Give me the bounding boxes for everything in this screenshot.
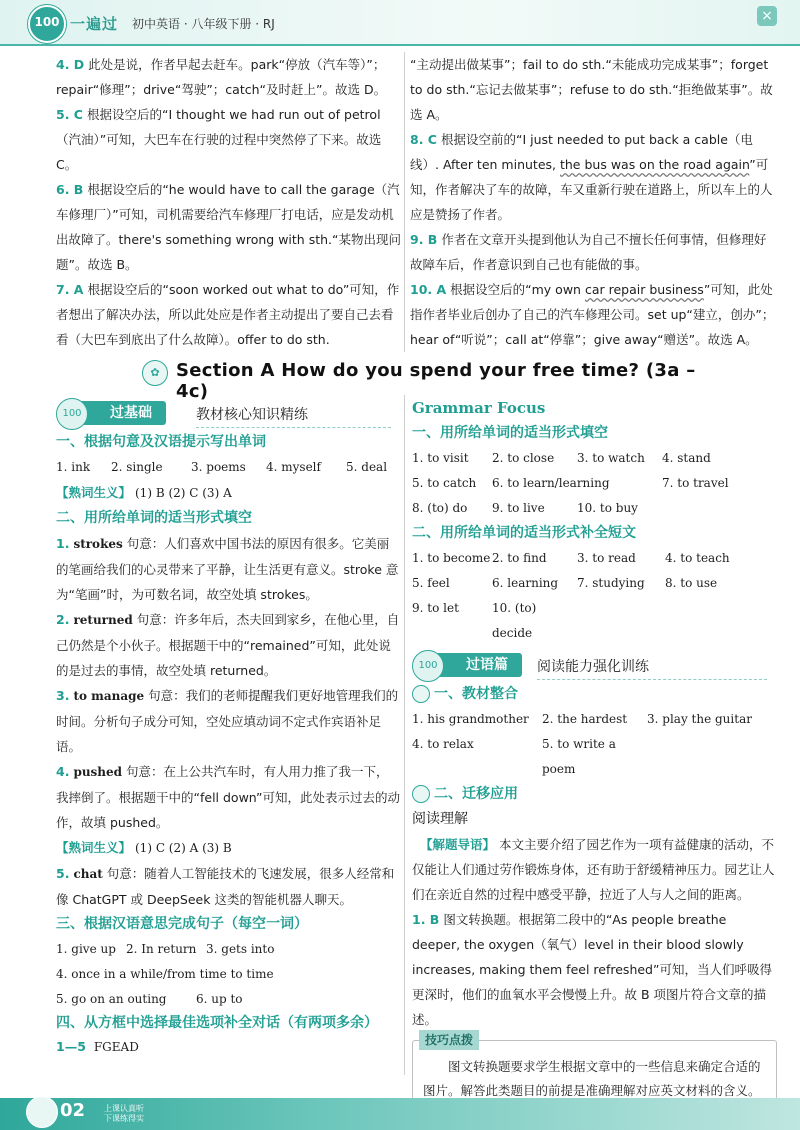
footer-note: 上课认真听 下课练得实 xyxy=(104,1104,144,1123)
answer-cell: 2. to find xyxy=(492,551,547,565)
answer-cell: 4. stand xyxy=(662,451,711,465)
item-number: 4. D xyxy=(56,57,85,72)
item-text: 根据设空后的“I thought we had run out of petrol（汽油）”可知，大巴车在行驶的过程中突然停了下来。故选 C。 xyxy=(56,107,382,172)
grammar-focus-title: Grammar Focus xyxy=(412,399,546,417)
item-explanation: 句意：人们喜欢中国书法的原因有很多。它美丽的笔画给我们的心灵带来了平静，让生活更有意义。stroke 意为“笔画”时，为可数名词，故空处填 strokes。 xyxy=(56,536,399,602)
answer-word: chat xyxy=(73,867,103,881)
answer-row xyxy=(56,937,401,962)
header-rule xyxy=(0,44,800,46)
explanation-item xyxy=(56,52,401,102)
answer-cell: 3. to watch xyxy=(577,451,645,465)
answer-word: pushed xyxy=(73,765,123,779)
column-divider xyxy=(404,52,405,352)
answer-cell: 3. gets into xyxy=(206,942,275,956)
answer-word: returned xyxy=(73,613,133,627)
answer-text: FGEAD xyxy=(93,1040,139,1054)
item-explanation: 句意：我们的老师提醒我们更好地管理我们的时间。分析句子成分可知，空处应填动词不定式作宾语补足语。 xyxy=(56,688,399,754)
answer-cell: 1. ink xyxy=(56,460,91,474)
brand-title: 一遍过 xyxy=(70,15,119,33)
section-title xyxy=(142,358,702,402)
shuci-answers: (1) B (2) C (3) A xyxy=(135,486,232,500)
answer-cell: 10. to buy xyxy=(577,501,638,515)
answer-cell: 2. the hardest xyxy=(542,712,628,726)
answer-row xyxy=(412,732,777,782)
tip-text: 图文转换题要求学生根据文章中的一些信息来确定合适的图片。解答此类题目的前提是准确理解对应英文材料的含义。 xyxy=(423,1059,761,1098)
explanation-item xyxy=(56,177,401,277)
answer-cell: 3. to read xyxy=(577,551,636,565)
heading-2: 二、用所给单词的适当形式填空 xyxy=(56,510,252,526)
answer-cell: 5. go on an outing xyxy=(56,992,167,1006)
answer-row xyxy=(412,496,777,521)
g-heading-2: 二、用所给单词的适当形式补全短文 xyxy=(412,525,636,541)
h2-item xyxy=(56,683,401,759)
item-text-a: 根据设空前的“I just needed to put back a cable（电线）. After ten minutes, xyxy=(410,132,753,172)
circle-icon xyxy=(412,685,430,703)
continued-text: “主动提出做某事”；fail to do sth.“未能成功完成某事”；forget to do sth.“忘记去做某事”；refuse to do sth.“拒绝做某事”。故选 A。 xyxy=(410,57,773,122)
answer-cell: 3. poems xyxy=(191,460,246,474)
item-text: 根据设空后的“he would have to call the garage（汽车修理厂）”可知，司机需要给汽车修理厂打电话，应是发动机出故障了。there's something wrong with sth.“某物出现问题”。故选 B。 xyxy=(56,182,401,272)
mascot-icon: 100 xyxy=(56,398,88,430)
answer-cell: 3. play the guitar xyxy=(647,712,752,726)
heading-4: 四、从方框中选择最佳选项补全对话（有两项多余） xyxy=(56,1015,378,1031)
answer-cell: 1. to become xyxy=(412,551,491,565)
answer-cell: 5. feel xyxy=(412,576,450,590)
answer-cell: 9. to let xyxy=(412,601,459,615)
reading-subheading: 阅读理解 xyxy=(412,811,468,827)
badge-label: 过语篇 xyxy=(432,653,522,677)
answer-row xyxy=(56,987,401,1012)
r-heading-1 xyxy=(412,682,777,707)
answer-cell: 2. to close xyxy=(492,451,555,465)
page-number: 02 xyxy=(60,1100,86,1121)
r1-answers xyxy=(412,707,777,782)
shuci-label: 【熟词生义】 xyxy=(56,840,132,855)
explanation-item xyxy=(410,277,775,352)
r1-text: 一、教材整合 xyxy=(434,686,518,702)
question-1 xyxy=(412,907,777,1032)
item-number: 2. xyxy=(56,612,70,627)
answer-cell: 1. his grandmother xyxy=(412,712,529,726)
underlined-phrase: car repair business xyxy=(584,282,704,297)
h2-item xyxy=(56,531,401,607)
right-top-column xyxy=(410,52,775,352)
h2-item xyxy=(56,607,401,683)
shuci-2 xyxy=(56,835,401,861)
item-number: 8. C xyxy=(410,132,437,147)
answer-cell: 2. single xyxy=(111,460,163,474)
answer-cell: 5. deal xyxy=(346,460,388,474)
left-top-column xyxy=(56,52,401,352)
series-title: 初中英语 · 八年级下册 · RJ xyxy=(132,17,275,31)
badge-basics xyxy=(56,398,401,428)
mascot-icon: 100 xyxy=(412,650,444,682)
g1-answers xyxy=(412,446,777,521)
badge-rule xyxy=(537,679,767,681)
right-main-column xyxy=(412,396,777,1108)
explanation-item xyxy=(410,127,775,227)
g2-answers xyxy=(412,546,777,646)
answer-cell: 7. to travel xyxy=(662,476,729,490)
explanation-item xyxy=(410,227,775,277)
item-number: 3. xyxy=(56,688,70,703)
left-main-column xyxy=(56,396,401,1060)
answer-row xyxy=(412,571,777,596)
item-explanation: 句意：在上公共汽车时，有人用力推了我一下，我摔倒了。根据题干中的“fell down”可知，此处表示过去的动作，故填 pushed。 xyxy=(56,764,401,830)
badge-subtitle: 教材核心知识精练 xyxy=(196,407,308,423)
answer-cell: 8. (to) do xyxy=(412,501,468,515)
item-text: 此处是说，作者早起去赶车。park“停放（汽车等）”；repair“修理”；drive“驾驶”；catch“及时赶上”。故选 D。 xyxy=(56,57,387,97)
item-number: 5. C xyxy=(56,107,83,122)
item-number: 10. A xyxy=(410,282,447,297)
answer-cell: 9. to live xyxy=(492,501,545,515)
logo-icon: 100 xyxy=(28,5,66,43)
header-band xyxy=(0,0,800,44)
tip-label: 技巧点拨 xyxy=(419,1030,479,1050)
item-number: 9. B xyxy=(410,232,438,247)
h2-item-5 xyxy=(56,861,401,912)
r2-text: 二、迁移应用 xyxy=(434,786,518,802)
explanation-item xyxy=(56,102,401,177)
answer-cell: 1. give up xyxy=(56,942,116,956)
answer-cell: 4. to teach xyxy=(665,551,730,565)
guide-label: 【解题导语】 xyxy=(419,837,495,852)
answer-cell: 10. (to) decide xyxy=(492,601,537,640)
item-number: 5. xyxy=(56,866,70,881)
mascot-icon xyxy=(26,1096,58,1128)
column-divider-lower xyxy=(404,395,405,1075)
flower-icon: ✿ xyxy=(142,360,168,386)
item-number: 1—5 xyxy=(56,1039,86,1054)
answer-cell: 6. up to xyxy=(196,992,243,1006)
underlined-phrase: the bus was on the road again xyxy=(559,157,750,172)
item-number: 6. B xyxy=(56,182,84,197)
shuci-1 xyxy=(56,480,401,506)
answer-cell: 7. studying xyxy=(577,576,645,590)
item-text-a: 根据设空后的“my own xyxy=(450,282,585,297)
close-icon[interactable]: × xyxy=(757,6,777,26)
answer-cell: 6. learning xyxy=(492,576,559,590)
item-text-b: ”可知，作者解决了车的故障，车又重新行驶在道路上，所以车上的人应是赞扬了作者。 xyxy=(410,157,773,222)
h4-answer xyxy=(56,1034,401,1060)
item-number: 7. A xyxy=(56,282,84,297)
answer-row xyxy=(412,471,777,496)
h3-answers xyxy=(56,937,401,1012)
answer-row xyxy=(412,446,777,471)
answer-cell: 4. to relax xyxy=(412,737,474,751)
item-number: 1. xyxy=(56,536,70,551)
g-heading-1: 一、用所给单词的适当形式填空 xyxy=(412,425,608,441)
answer-row xyxy=(412,596,777,646)
answer-row xyxy=(412,707,777,732)
item-text-a: 作者在文章开头提到他认为自己不擅长任何事情，但修理好故障车后，作者意识到自己也有能做的事。 xyxy=(410,232,767,272)
heading-3: 三、根据汉语意思完成句子（每空一词） xyxy=(56,916,308,932)
guide-paragraph xyxy=(412,832,777,907)
shuci-answers: (1) C (2) A (3) B xyxy=(135,841,232,855)
item-text: 根据设空后的“soon worked out what to do”可知，作者想出了解决办法，所以此处应是作者主动提出了要自己去看看（大巴车到底出了什么故障）。offer to do sth. xyxy=(56,282,400,347)
heading-1: 一、根据句意及汉语提示写出单词 xyxy=(56,434,266,450)
explanation-item xyxy=(56,277,401,352)
answer-cell: 1. to visit xyxy=(412,451,469,465)
answer-cell: 2. In return xyxy=(126,942,197,956)
r-heading-2 xyxy=(412,782,777,807)
answer-cell: 5. to catch xyxy=(412,476,477,490)
answer-row xyxy=(56,962,401,987)
answer-cell: 4. myself xyxy=(266,460,321,474)
badge-subtitle: 阅读能力强化训练 xyxy=(537,659,649,675)
badge-reading xyxy=(412,650,777,680)
guide-text: 本文主要介绍了园艺作为一项有益健康的活动，不仅能让人们通过劳作锻炼身体，还有助于舒缓精神压力。园艺让人们在亲近自然的过程中感受平静，拉近了人与人之间的距离。 xyxy=(412,837,775,902)
circle-icon xyxy=(412,785,430,803)
item-text-b: ”可知，此处指作者毕业后创办了自己的汽车修理公司。set up“建立，创办”；hear of“听说”；call at“停靠”；give away“赠送”。故选 A。 xyxy=(410,282,775,347)
section-title-text: Section A How do you spend your free time? (3a – 4c) xyxy=(176,360,696,402)
answer-word: strokes xyxy=(73,537,123,551)
badge-rule xyxy=(196,427,391,429)
answer-word: to manage xyxy=(73,689,145,703)
answer-row xyxy=(412,546,777,571)
h1-answers xyxy=(56,455,401,480)
shuci-label: 【熟词生义】 xyxy=(56,485,132,500)
item-explanation: 句意：许多年后，杰夫回到家乡，在他心里，自己仍然是个小伙子。根据题干中的“remained”可知，此处说的是过去的事情，故空处填 returned。 xyxy=(56,612,400,678)
answer-cell: 5. to write a poem xyxy=(542,737,616,776)
answer-cell: 8. to use xyxy=(665,576,718,590)
q1-explanation: 图文转换题。根据第二段中的“As people breathe deeper, the oxygen（氧气）level in their blood slowly increases, making them feel refreshed”可知，当人们呼吸得更深时，他们的血氧水平会慢慢上升。故 B 项图片符合文章的描述。 xyxy=(412,912,772,1027)
badge-label: 过基础 xyxy=(76,401,166,425)
item-explanation: 句意：随着人工智能技术的飞速发展，很多人经常和像 ChatGPT 或 DeepSeek 这类的智能机器人聊天。 xyxy=(56,866,395,907)
answer-cell: 6. to learn/learning xyxy=(492,476,610,490)
answer-cell: 4. once in a while/from time to time xyxy=(56,967,274,981)
item-number: 1. B xyxy=(412,912,440,927)
h2-item xyxy=(56,759,401,835)
item-number: 4. xyxy=(56,764,70,779)
